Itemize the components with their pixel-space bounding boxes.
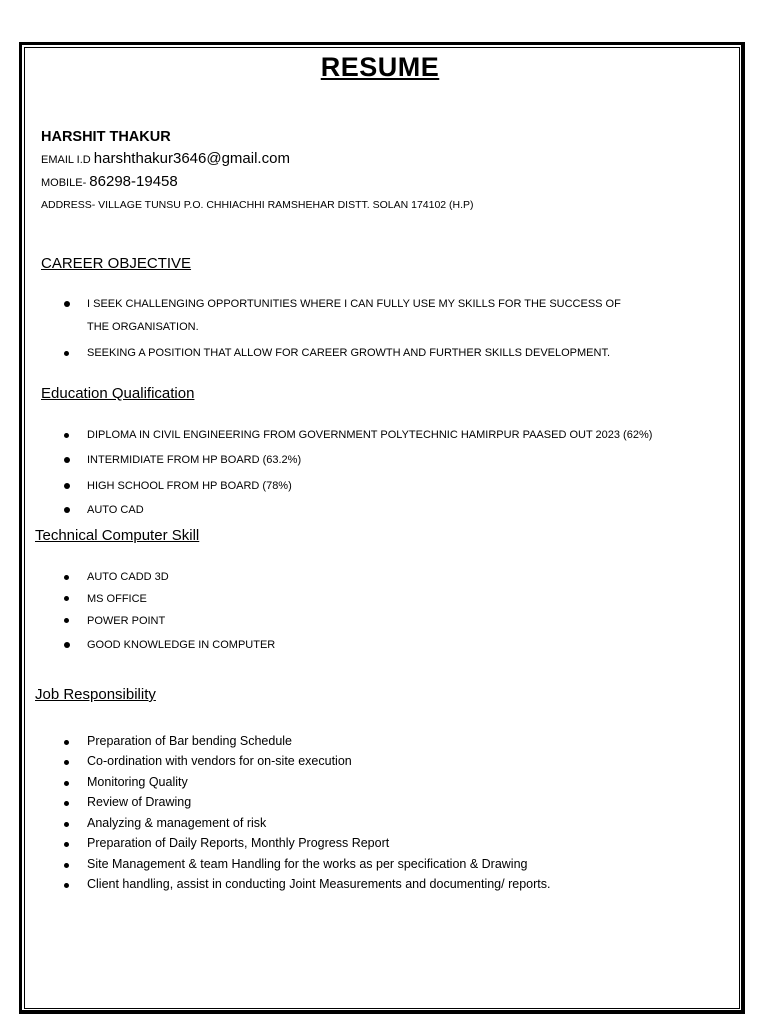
career-item-1: I SEEK CHALLENGING OPPORTUNITIES WHERE I CAN FULLY USE MY SKILLS FOR THE SUCCESS OF — [87, 298, 621, 310]
career-item-1-continued: THE ORGANISATION. — [87, 321, 199, 333]
bullet-icon — [64, 596, 69, 601]
education-item-1: DIPLOMA IN CIVIL ENGINEERING FROM GOVERNMENT POLYTECHNIC HAMIRPUR PAASED OUT 2023 (62%) — [87, 429, 653, 441]
mobile-value: 86298-19458 — [89, 173, 178, 190]
email-value: harshthakur3646@gmail.com — [93, 150, 290, 167]
technical-skill-heading: Technical Computer Skill — [35, 527, 200, 544]
technical-item-2: MS OFFICE — [87, 593, 147, 605]
career-item-2: SEEKING A POSITION THAT ALLOW FOR CAREER GROWTH AND FURTHER SKILLS DEVELOPMENT. — [87, 347, 611, 359]
email-label: EMAIL I.D — [41, 154, 91, 166]
career-objective-heading: CAREER OBJECTIVE — [41, 255, 192, 272]
bullet-icon — [64, 433, 69, 438]
bullet-icon — [64, 801, 69, 806]
job-item-2: Co-ordination with vendors for on-site execution — [87, 754, 352, 768]
applicant-name: HARSHIT THAKUR — [41, 129, 171, 145]
mobile-label: MOBILE- — [41, 177, 87, 189]
job-item-6: Preparation of Daily Reports, Monthly Progress Report — [87, 836, 390, 850]
education-heading: Education Qualification — [41, 385, 195, 402]
email-line — [41, 150, 290, 167]
job-item-8: Client handling, assist in conducting Joint Measurements and documenting/ reports. — [87, 877, 551, 891]
education-item-3: HIGH SCHOOL FROM HP BOARD (78%) — [87, 480, 292, 492]
bullet-icon — [64, 457, 70, 463]
document-title: RESUME — [320, 52, 440, 82]
technical-item-3: POWER POINT — [87, 615, 166, 627]
address-line: ADDRESS- VILLAGE TUNSU P.O. CHHIACHHI RAMSHEHAR DISTT. SOLAN 174102 (H.P) — [41, 199, 474, 211]
bullet-icon — [64, 781, 69, 786]
education-item-4: AUTO CAD — [87, 504, 144, 516]
job-responsibility-heading: Job Responsibility — [35, 686, 156, 703]
bullet-icon — [64, 301, 70, 307]
bullet-icon — [64, 883, 69, 888]
bullet-icon — [64, 740, 69, 745]
bullet-icon — [64, 642, 70, 648]
technical-item-4: GOOD KNOWLEDGE IN COMPUTER — [87, 639, 276, 651]
bullet-icon — [64, 863, 69, 868]
bullet-icon — [64, 822, 69, 827]
bullet-icon — [64, 760, 69, 765]
bullet-icon — [64, 507, 70, 513]
job-item-7: Site Management & team Handling for the works as per specification & Drawing — [87, 857, 528, 871]
job-item-1: Preparation of Bar bending Schedule — [87, 734, 293, 748]
job-item-5: Analyzing & management of risk — [87, 816, 267, 830]
bullet-icon — [64, 483, 70, 489]
education-item-2: INTERMIDIATE FROM HP BOARD (63.2%) — [87, 454, 302, 466]
job-item-3: Monitoring Quality — [87, 775, 188, 789]
bullet-icon — [64, 351, 69, 356]
bullet-icon — [64, 575, 69, 580]
technical-item-1: AUTO CADD 3D — [87, 571, 169, 583]
mobile-line — [41, 173, 178, 190]
bullet-icon — [64, 618, 69, 623]
job-item-4: Review of Drawing — [87, 795, 192, 809]
bullet-icon — [64, 842, 69, 847]
